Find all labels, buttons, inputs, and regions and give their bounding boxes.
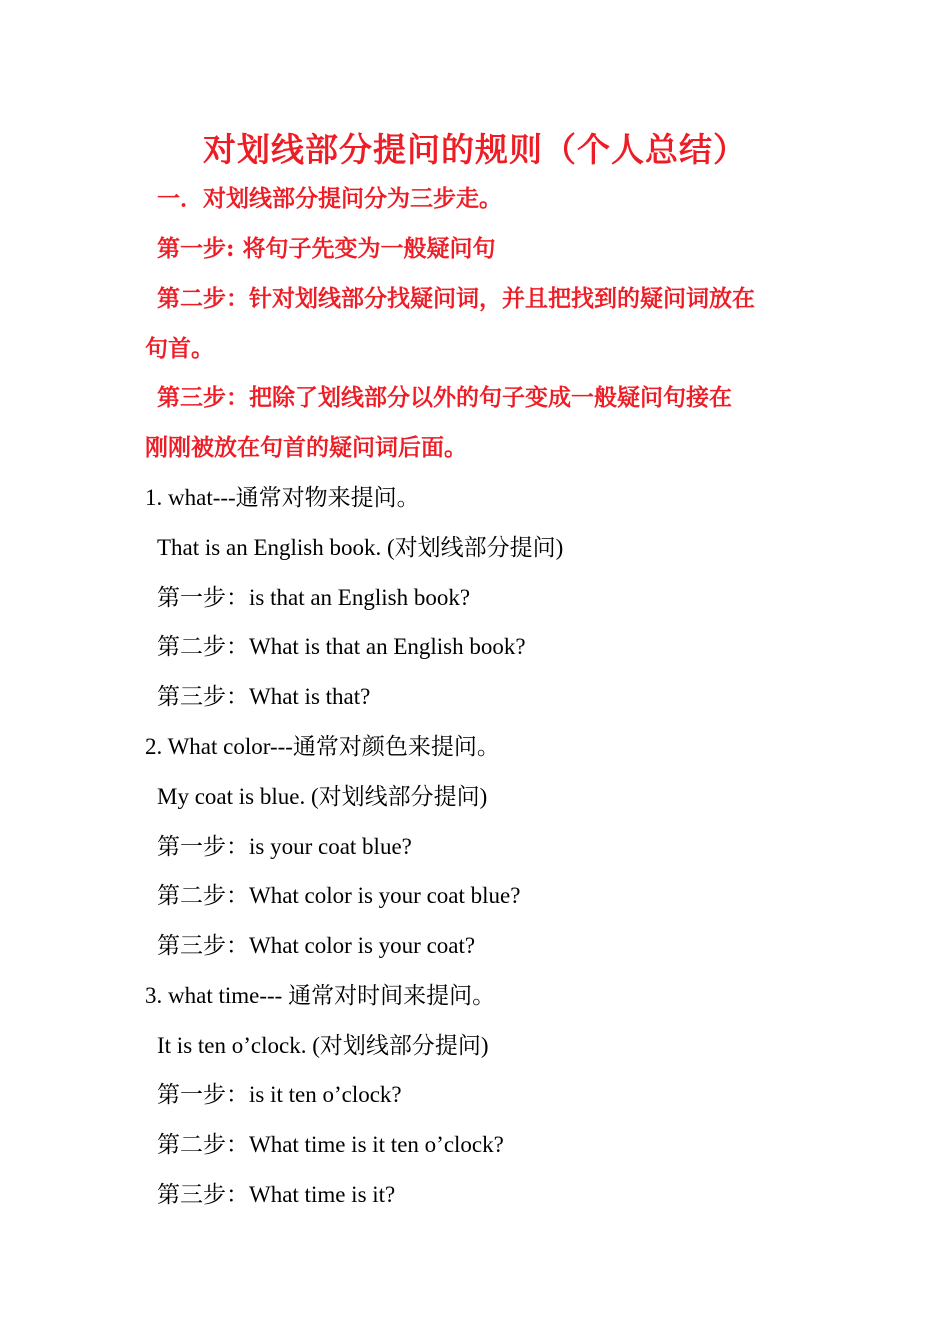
section-3-example: It is ten o’clock. (对划线部分提问): [157, 1033, 489, 1058]
intro-step-3-line-2: 刚刚被放在句首的疑问词后面。: [145, 434, 467, 461]
section-1-heading: 1. what---通常对物来提问。: [145, 485, 420, 510]
intro-step-2-line-1: 第二步：针对划线部分找疑问词，并且把找到的疑问词放在: [157, 285, 755, 312]
section-3-heading: 3. what time--- 通常对时间来提问。: [145, 983, 496, 1008]
section-1-step-2: 第二步：What is that an English book?: [157, 634, 526, 659]
section-3-step-3: 第三步：What time is it?: [157, 1182, 396, 1207]
intro-step-2-line-2: 句首。: [145, 335, 214, 362]
document-title: 对划线部分提问的规则（个人总结）: [203, 130, 747, 169]
section-2-step-1: 第一步：is your coat blue?: [157, 834, 412, 859]
section-3-step-2: 第二步：What time is it ten o’clock?: [157, 1132, 504, 1157]
intro-step-1: 第一步: 将句子先变为一般疑问句: [157, 235, 496, 262]
intro-step-3-line-1: 第三步：把除了划线部分以外的句子变成一般疑问句接在: [157, 384, 732, 411]
section-3-step-1: 第一步：is it ten o’clock?: [157, 1082, 402, 1107]
section-2-heading: 2. What color---通常对颜色来提问。: [145, 734, 500, 759]
section-2-example: My coat is blue. (对划线部分提问): [157, 784, 488, 809]
section-1-step-1: 第一步：is that an English book?: [157, 585, 471, 610]
section-2-step-2: 第二步：What color is your coat blue?: [157, 883, 521, 908]
section-1-example: That is an English book. (对划线部分提问): [157, 535, 564, 560]
section-2-step-3: 第三步：What color is your coat?: [157, 933, 476, 958]
intro-heading: 一．对划线部分提问分为三步走。: [157, 185, 502, 212]
section-1-step-3: 第三步：What is that?: [157, 684, 371, 709]
